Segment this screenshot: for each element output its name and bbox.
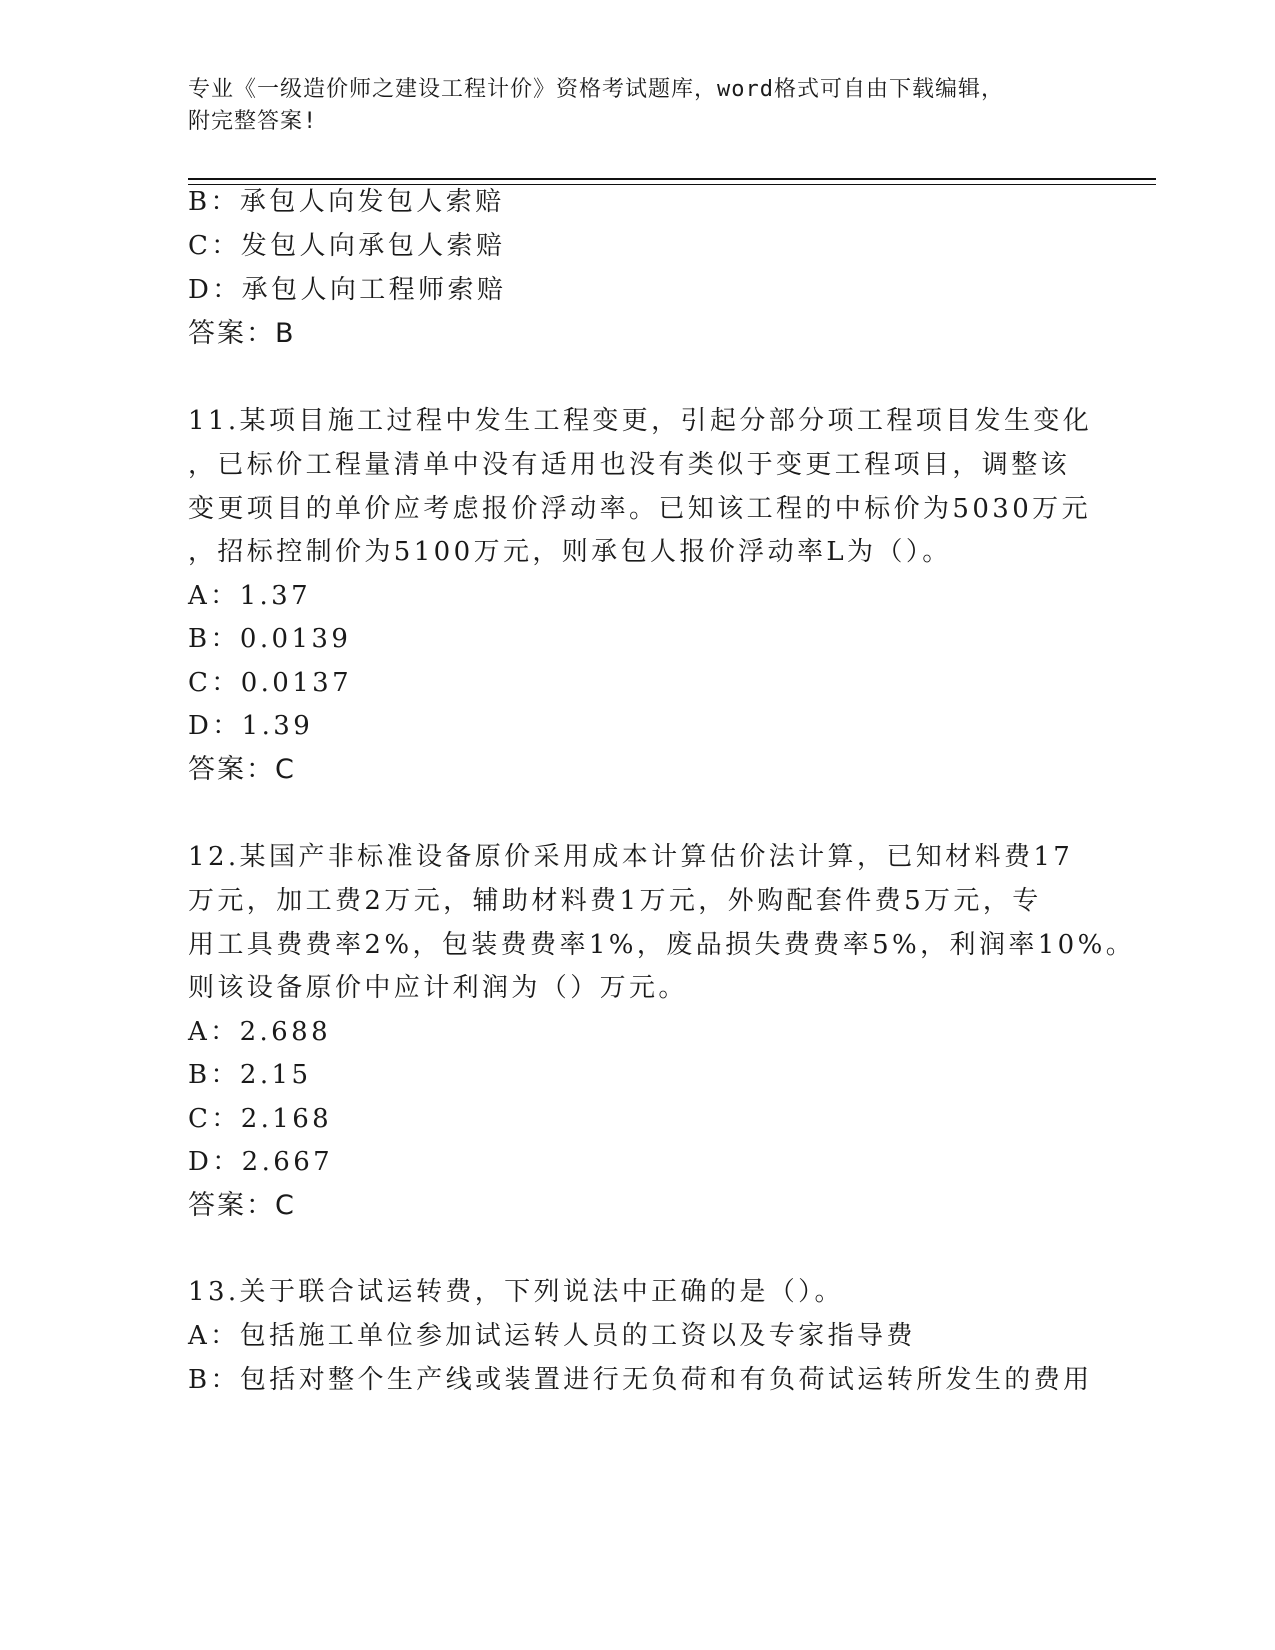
question-13-option-a: A：包括施工单位参加试运转人员的工资以及专家指导费	[188, 1321, 916, 1351]
question-12-stem-line: 万元，加工费2万元，辅助材料费1万元，外购配套件费5万元，专	[188, 886, 1042, 916]
header-divider-thick	[188, 178, 1156, 180]
question-11-stem-line: ，已标价工程量清单中没有适用也没有类似于变更工程项目，调整该	[188, 450, 1071, 480]
question-13-option-b: B：包括对整个生产线或装置进行无负荷和有负荷试运转所发生的费用	[188, 1365, 1093, 1395]
question-12-option-d: D：2.667	[188, 1147, 334, 1177]
question-13-stem-line: 13.关于联合试运转费，下列说法中正确的是（）。	[188, 1277, 844, 1307]
question-12-option-a: A：2.688	[188, 1017, 332, 1047]
question-11-answer: 答案：C	[188, 754, 296, 785]
question-12-option-c: C：2.168	[188, 1104, 333, 1134]
document-header	[188, 74, 1068, 138]
question-12-option-b: B：2.15	[188, 1060, 312, 1090]
question-11-option-c: C：0.0137	[188, 668, 353, 698]
question-11-option-d: D：1.39	[188, 711, 314, 741]
question-11-stem-line: 变更项目的单价应考虑报价浮动率。已知该工程的中标价为5030万元	[188, 494, 1091, 524]
question-12-stem-line: 12.某国产非标准设备原价采用成本计算估价法计算，已知材料费17	[188, 842, 1074, 872]
option-d: D：承包人向工程师索赔	[188, 275, 507, 305]
question-12-stem-line: 用工具费费率2%，包装费费率1%，废品损失费费率5%，利润率10%。	[188, 930, 1136, 960]
question-11-option-b: B：0.0139	[188, 624, 352, 654]
question-12-stem-line: 则该设备原价中应计利润为（）万元。	[188, 973, 688, 1003]
option-b: B：承包人向发包人索赔	[188, 187, 505, 217]
question-11-option-a: A：1.37	[188, 581, 312, 611]
question-11-stem-line: 11.某项目施工过程中发生工程变更，引起分部分项工程项目发生变化	[188, 406, 1093, 436]
question-11-stem-line: ，招标控制价为5100万元，则承包人报价浮动率L为（）。	[188, 537, 952, 567]
question-12-answer: 答案：C	[188, 1190, 296, 1221]
header-line-1: 专业《一级造价师之建设工程计价》资格考试题库，word格式可自由下载编辑，	[188, 77, 1004, 102]
answer: 答案：B	[188, 318, 296, 349]
header-line-2: 附完整答案!	[188, 109, 318, 134]
option-c: C：发包人向承包人索赔	[188, 231, 506, 261]
